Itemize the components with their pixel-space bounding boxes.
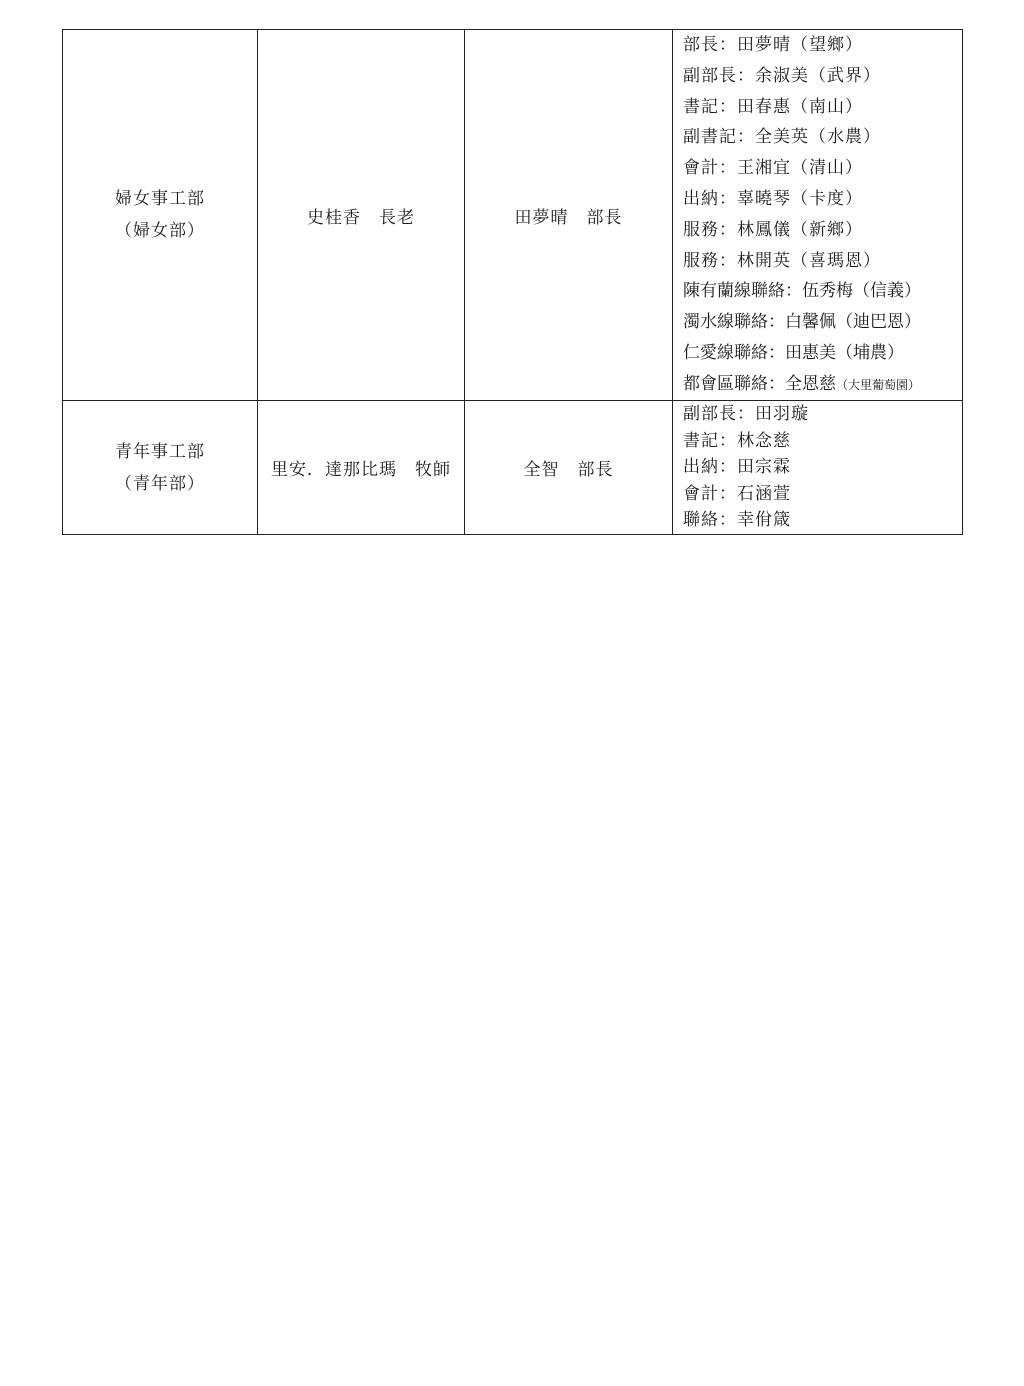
staff-item [683, 369, 962, 400]
department-short-name: （婦女部） [115, 221, 205, 241]
department-name-cell [63, 401, 258, 535]
staff-item: 部長：田夢晴（望鄉） [683, 35, 863, 55]
department-head-name: 全智 部長 [523, 460, 614, 480]
advisor-name: 里安．達那比瑪 牧師 [271, 460, 451, 480]
advisor-cell [258, 30, 465, 401]
staff-item: 濁水線聯絡：白馨佩（迪巴恩） [683, 312, 921, 333]
department-table [62, 29, 963, 535]
staff-item: 陳有蘭線聯絡：伍秀梅（信義） [683, 281, 921, 302]
staff-item-note: （大里葡萄園） [836, 377, 921, 392]
staff-item: 服務：林開英（喜瑪恩） [683, 250, 881, 271]
staff-item: 副部長：田羽璇 [683, 404, 809, 424]
staff-item-main: 都會區聯絡：全恩慈 [683, 373, 836, 394]
department-head-cell [465, 401, 673, 535]
staff-item: 書記：林念慈 [683, 430, 791, 451]
staff-item: 副書記：全美英（水農） [683, 127, 881, 148]
department-name: 青年事工部 [115, 441, 205, 462]
staff-item: 聯絡：幸佾箴 [683, 510, 791, 531]
advisor-cell [258, 401, 465, 535]
staff-list [673, 30, 962, 400]
table-row [63, 30, 963, 401]
staff-item: 書記：田春惠（南山） [683, 96, 863, 117]
staff-item: 出納：田宗霖 [683, 457, 791, 478]
department-head-name: 田夢晴 部長 [514, 207, 623, 228]
staff-list [673, 401, 962, 534]
staff-item: 服務：林鳳儀（新鄉） [683, 219, 863, 240]
department-name-cell [63, 30, 258, 401]
staff-cell [673, 30, 963, 401]
staff-item: 副部長：余淑美（武界） [683, 65, 881, 86]
department-short-name: （青年部） [115, 473, 205, 494]
department-head-cell [465, 30, 673, 401]
staff-item: 會計：王湘宜（清山） [683, 158, 863, 179]
staff-cell [673, 401, 963, 535]
table-row [63, 401, 963, 535]
staff-item: 仁愛線聯絡：田惠美（埔農） [683, 342, 904, 363]
department-name: 婦女事工部 [115, 189, 205, 209]
staff-item: 會計：石涵萱 [683, 483, 791, 504]
advisor-name: 史桂香 長老 [307, 207, 415, 228]
staff-item: 出納：辜曉琴（卡度） [683, 188, 863, 209]
